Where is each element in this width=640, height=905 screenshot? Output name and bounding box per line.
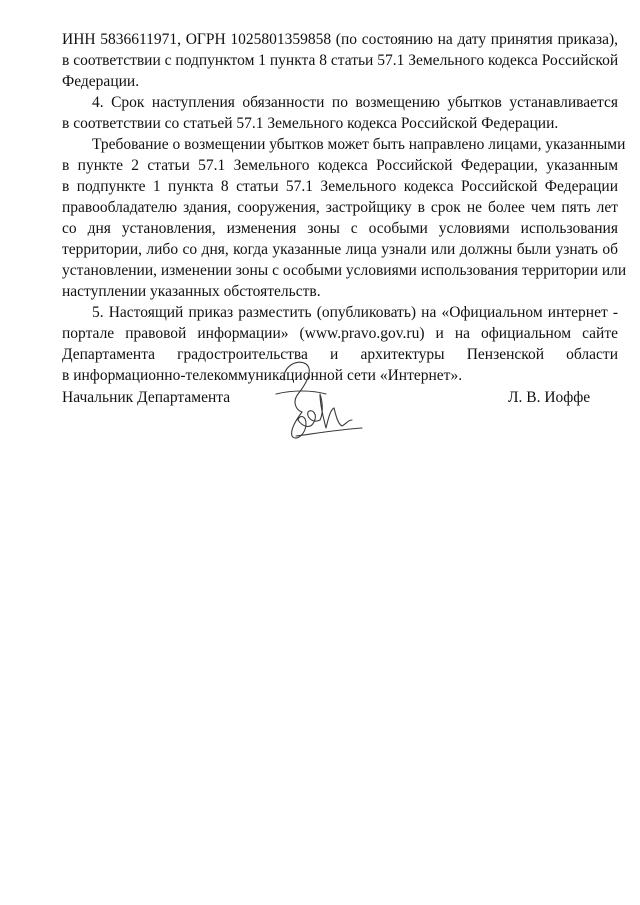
handwritten-signature [262, 350, 372, 460]
text-line: в соответствии со статьей 57.1 Земельного кодекса Российской Федерации. [62, 115, 559, 132]
paragraph-4-start: 4. Срок наступления обязанности по возмещению убытков устанавливается [92, 94, 618, 111]
text-line: портале правовой информации» (www.pravo.gov.ru) и на официальном сайте [62, 325, 618, 342]
text-line: со дня установления, изменения зоны с особыми условиями использования [62, 220, 618, 237]
text-line: в пункте 2 статьи 57.1 Земельного кодекса Российской Федерации, указанным [62, 157, 618, 174]
paragraph-5-start: 5. Настоящий приказ разместить (опубликовать) на «Официальном интернет - [92, 304, 618, 321]
text-line: установлении, изменении зоны с особыми условиями использования территории или [62, 262, 627, 279]
text-line: Федерации. [62, 73, 140, 90]
paragraph-claim-start: Требование о возмещении убытков может быть направлено лицами, указанными [92, 136, 626, 153]
text-line: в информационно-телекоммуникационной сети «Интернет». [62, 367, 463, 384]
text-line: Департамента градостроительства и архитектуры Пензенской области [62, 346, 618, 363]
signatory-name: Л. В. Иоффе [508, 389, 591, 406]
text-line: правообладателю здания, сооружения, застройщику в срок не более чем пять лет [62, 199, 618, 216]
text-line: в подпункте 1 пункта 8 статьи 57.1 Земельного кодекса Российской Федерации [62, 178, 618, 195]
text-line: ИНН 5836611971, ОГРН 1025801359858 (по состоянию на дату принятия приказа), [62, 31, 618, 48]
text-line: территории, либо со дня, когда указанные лица узнали или должны были узнать об [62, 241, 618, 258]
signatory-title: Начальник Департамента [62, 389, 231, 406]
text-line: наступлении указанных обстоятельств. [62, 283, 321, 300]
text-line: в соответствии с подпунктом 1 пункта 8 статьи 57.1 Земельного кодекса Российской [62, 52, 619, 69]
